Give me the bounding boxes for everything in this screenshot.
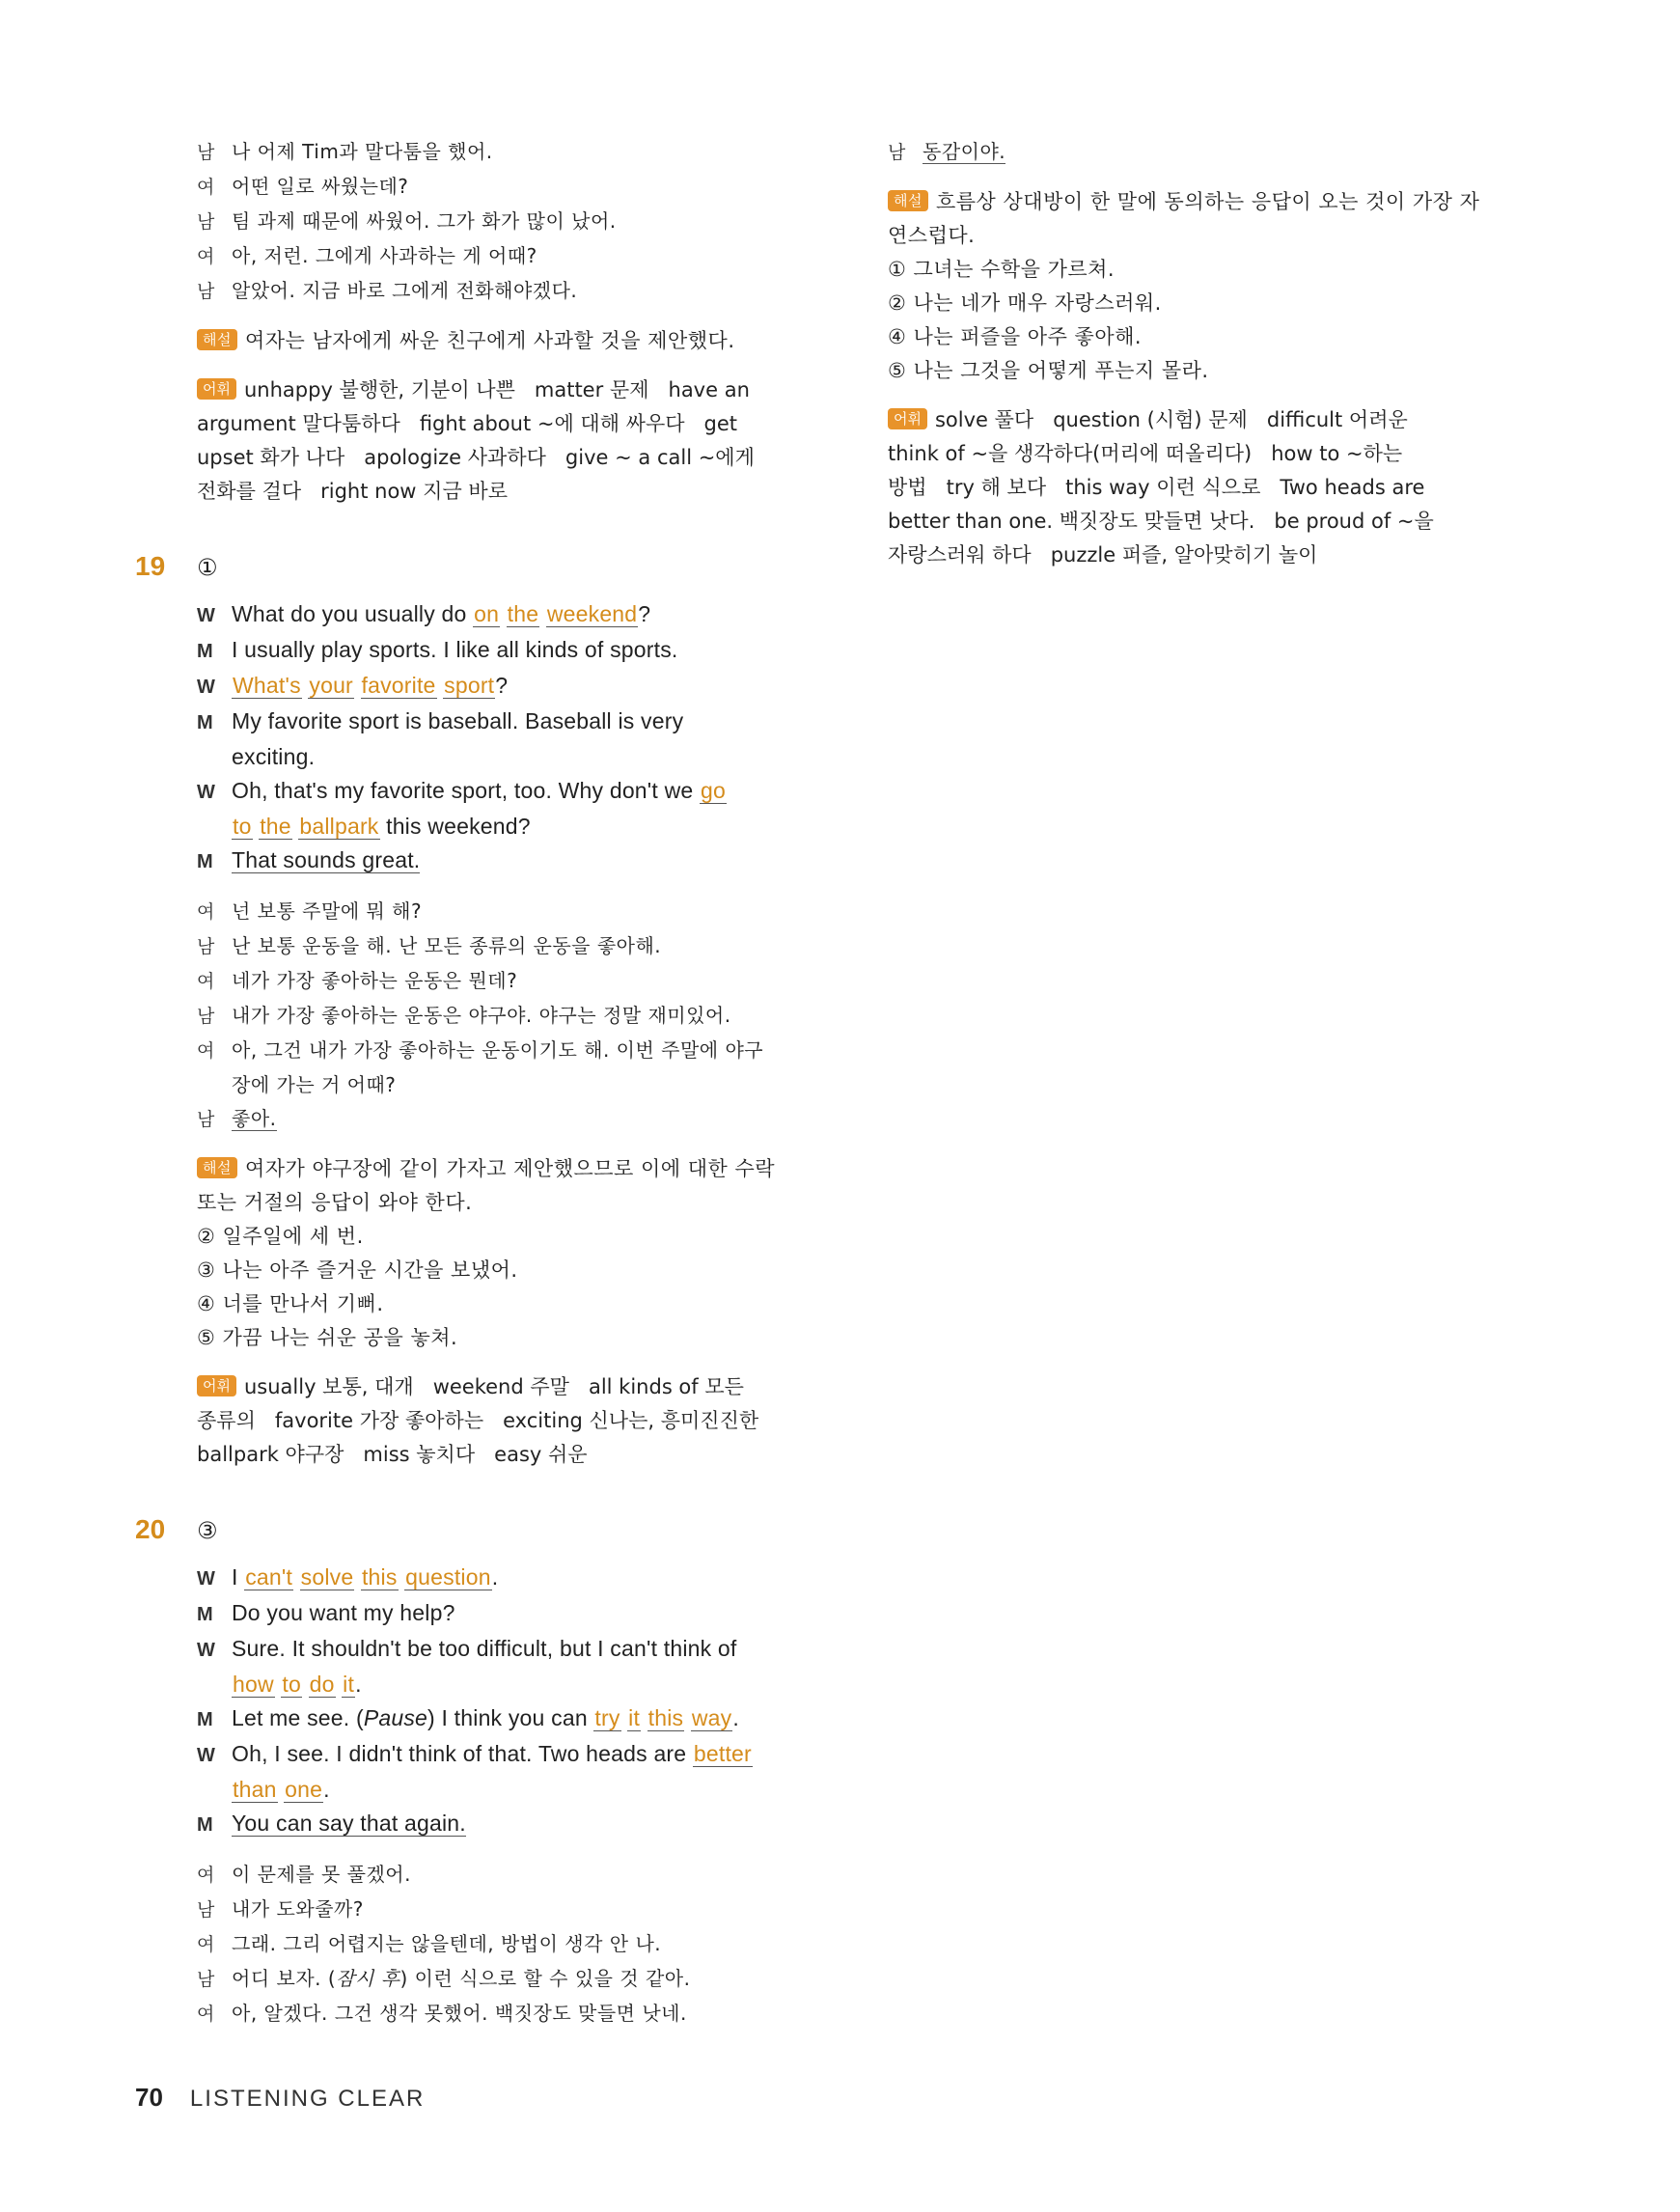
dialogue-line — [197, 1596, 776, 1632]
answer-blank: than — [233, 1777, 277, 1802]
answer-blank: better — [693, 1741, 752, 1766]
dialogue-line — [197, 1858, 776, 1893]
option-text: ⑤ 가끔 나는 쉬운 공을 놓쳐. — [197, 1326, 458, 1349]
option-text: ⑤ 나는 그것을 어떻게 푸는지 몰라. — [888, 359, 1209, 382]
explanation-line — [888, 185, 1480, 219]
text-segment: . — [355, 1672, 362, 1697]
explanation — [197, 324, 776, 358]
speaker-label: 남 — [197, 1899, 215, 1921]
explanation-text: 여자가 야구장에 같이 가자고 제안했으므로 이에 대한 수락 — [244, 1157, 776, 1180]
vocab-line — [888, 539, 1467, 572]
vocab-tag: 어휘 — [888, 408, 927, 429]
answer-line: 좋아. — [232, 1107, 277, 1130]
dialogue-text: 어떤 일로 싸웠는데? — [232, 175, 409, 198]
vocab-tag: 어휘 — [197, 1375, 236, 1396]
dialogue-text: 내가 가장 좋아하는 운동은 야구야. 야구는 정말 재미있어. — [232, 1004, 731, 1027]
explanation-line — [888, 219, 1467, 253]
dialogue-text: 아, 알겠다. 그건 생각 못했어. 백짓장도 맞들면 낫네. — [232, 2002, 687, 2025]
dialogue-line — [197, 669, 776, 705]
option-line — [197, 1220, 776, 1254]
answer-blank: can't — [245, 1564, 293, 1590]
right-column — [888, 135, 1480, 572]
english-dialogue — [197, 1561, 776, 1842]
answer-blank: how — [233, 1672, 274, 1697]
option-line — [888, 320, 1467, 354]
left-column — [135, 135, 776, 2032]
option-text: ① 그녀는 수학을 가르쳐. — [888, 258, 1115, 281]
vocabulary — [197, 1370, 776, 1472]
dialogue-text — [232, 1773, 776, 1807]
answer-blank: this — [647, 1705, 684, 1730]
explanation-line — [197, 1152, 776, 1186]
page-footer — [135, 2083, 425, 2113]
option-line — [197, 1321, 776, 1355]
dialogue-line — [197, 1997, 776, 2032]
option-text: ④ 나는 퍼즐을 아주 좋아해. — [888, 325, 1143, 348]
dialogue-text — [232, 843, 776, 877]
vocab-line — [197, 373, 776, 407]
speaker-label: 남 — [197, 211, 215, 233]
vocab-line — [888, 437, 1467, 471]
dialogue-line — [197, 274, 776, 309]
vocab-line — [197, 1404, 776, 1438]
korean-dialogue — [197, 1858, 776, 2032]
english-dialogue — [197, 597, 776, 879]
dialogue-line — [197, 1034, 776, 1068]
dialogue-text: 이 문제를 못 풀겠어. — [232, 1863, 411, 1886]
dialogue-line — [197, 170, 776, 205]
vocab-text: 종류의 favorite 가장 좋아하는 exciting 신나는, 흥미진진한 — [197, 1409, 759, 1432]
answer-blank: this — [361, 1564, 398, 1590]
vocab-line — [197, 1438, 776, 1472]
vocab-line — [197, 441, 776, 475]
question-19-header — [135, 551, 776, 582]
speaker-label: 남 — [197, 281, 215, 302]
dialogue-text: 내가 도와줄까? — [232, 1897, 364, 1921]
book-title: LISTENING CLEAR — [189, 2086, 426, 2112]
dialogue-text: 그래. 그리 어렵지는 않을텐데, 방법이 생각 안 나. — [232, 1932, 662, 1955]
explanation-tag: 해설 — [197, 329, 237, 350]
dialogue-line — [197, 774, 776, 810]
dialogue-line — [197, 1893, 776, 1927]
dialogue-text — [232, 1701, 776, 1735]
dialogue-line — [197, 740, 776, 774]
speaker-label: W — [197, 1640, 216, 1661]
explanation-tag: 해설 — [888, 190, 928, 211]
question-number: 20 — [135, 1514, 166, 1544]
answer-blank: one — [285, 1777, 323, 1802]
text-segment: ) I think you can — [427, 1705, 594, 1730]
dialogue-text — [232, 1561, 776, 1594]
speaker-label: M — [197, 1709, 213, 1730]
dialogue-text: 장에 가는 거 어때? — [232, 1073, 397, 1096]
text-segment: ) 이런 식으로 할 수 있을 것 같아. — [399, 1967, 691, 1990]
answer-blank: sport — [444, 673, 495, 698]
dialogue-line — [197, 633, 776, 669]
option-line — [197, 1287, 776, 1321]
dialogue-text: 네가 가장 좋아하는 운동은 뭔데? — [232, 969, 518, 992]
dialogue-line — [197, 205, 776, 239]
speaker-label: W — [197, 1568, 216, 1590]
vocab-text: 방법 try 해 보다 this way 이런 식으로 Two heads are — [888, 476, 1425, 499]
speaker-label: 여 — [197, 2004, 215, 2025]
vocab-text: better than one. 백짓장도 맞들면 낫다. be proud of ~을 — [888, 510, 1434, 533]
dialogue-text: Do you want my help? — [232, 1600, 455, 1625]
speaker-label: 남 — [197, 142, 215, 163]
text-segment: I — [232, 1564, 245, 1590]
speaker-label: W — [197, 1745, 216, 1766]
answer-line: 동감이야. — [923, 140, 1006, 163]
vocab-line — [888, 505, 1467, 539]
speaker-label: 여 — [197, 246, 215, 267]
vocabulary — [888, 403, 1467, 572]
text-segment: . — [491, 1564, 499, 1590]
dialogue-text: 나 어제 Tim과 말다툼을 했어. — [232, 140, 493, 163]
answer-blank: question — [405, 1564, 491, 1590]
vocab-line — [197, 475, 776, 509]
option-text: ④ 너를 만나서 기뻐. — [197, 1292, 384, 1315]
dialogue-text — [232, 1102, 776, 1136]
dialogue-line — [197, 1102, 776, 1137]
text-segment: 어디 보자. ( — [232, 1967, 337, 1990]
explanation-line — [197, 1186, 776, 1220]
speaker-label: 남 — [197, 1006, 215, 1027]
answer-blank: favorite — [361, 673, 436, 698]
dialogue-text — [232, 774, 776, 808]
answer-blank: weekend — [546, 601, 638, 626]
dialogue-line — [197, 1807, 776, 1842]
dialogue-text — [232, 810, 776, 843]
explanation-tag: 해설 — [197, 1157, 237, 1178]
option-text: ③ 나는 아주 즐거운 시간을 보냈어. — [197, 1258, 518, 1282]
answer-line: That sounds great. — [232, 847, 421, 872]
answer-line: You can say that again. — [232, 1811, 466, 1836]
speaker-label: 여 — [197, 1865, 215, 1886]
dialogue-line — [197, 1561, 776, 1596]
answer-blank: What's — [233, 673, 301, 698]
text-segment: Let me see. ( — [232, 1705, 364, 1730]
korean-dialogue — [197, 895, 776, 1137]
dialogue-text — [232, 1737, 776, 1771]
answer-blank: your — [309, 673, 353, 698]
vocab-text: solve 풀다 question (시험) 문제 difficult 어려운 — [934, 408, 1408, 431]
dialogue-text — [232, 669, 776, 703]
speaker-label: 여 — [197, 971, 215, 992]
question-answer: ③ — [197, 1517, 218, 1544]
dialogue-line — [197, 1668, 776, 1701]
text-segment: ? — [495, 673, 509, 698]
speaker-label: M — [197, 1604, 213, 1625]
dialogue-line — [197, 1632, 776, 1668]
dialogue-line — [197, 597, 776, 633]
answer-blank: try — [594, 1705, 620, 1730]
speaker-label: 여 — [197, 1040, 215, 1062]
option-text: ② 나는 네가 매우 자랑스러워. — [888, 291, 1162, 315]
dialogue-line — [197, 1927, 776, 1962]
question-20-header — [135, 1514, 776, 1545]
speaker-label: W — [197, 677, 216, 698]
dialogue-line — [197, 843, 776, 879]
dialogue-text: Sure. It shouldn't be too difficult, but I can't think of — [232, 1636, 737, 1661]
text-segment: . — [323, 1777, 330, 1802]
vocab-line — [197, 407, 776, 441]
dialogue-line — [197, 239, 776, 274]
text-segment: 잠시 후 — [336, 1967, 400, 1990]
speaker-label: 남 — [197, 1109, 215, 1130]
explanation-text: 연스럽다. — [888, 224, 976, 247]
text-segment: ? — [638, 601, 651, 626]
dialogue-text — [232, 1668, 776, 1701]
explanation-text: 흐름상 상대방이 한 말에 동의하는 응답이 오는 것이 가장 자 — [935, 190, 1480, 213]
text-segment: . — [732, 1705, 739, 1730]
answer-blank: the — [260, 814, 291, 839]
dialogue-line — [197, 1773, 776, 1807]
vocab-tag: 어휘 — [197, 378, 236, 400]
dialogue-text: 아, 그건 내가 가장 좋아하는 운동이기도 해. 이번 주말에 야구 — [232, 1038, 764, 1062]
option-line — [888, 253, 1467, 287]
answer-blank: to — [282, 1672, 301, 1697]
answer-blank: it — [628, 1705, 641, 1730]
question-number: 19 — [135, 551, 166, 581]
dialogue-text — [232, 1807, 776, 1840]
dialogue-text: I usually play sports. I like all kinds of sports. — [232, 637, 678, 662]
text-segment: Oh, I see. I didn't think of that. Two heads are — [232, 1741, 693, 1766]
speaker-label: M — [197, 851, 213, 872]
page-number: 70 — [135, 2083, 163, 2112]
dialogue-line — [197, 1068, 776, 1102]
answer-blank: ballpark — [299, 814, 379, 839]
answer-blank: do — [309, 1672, 335, 1697]
explanation-text: 또는 거절의 응답이 와야 한다. — [197, 1191, 473, 1214]
vocab-line — [197, 1370, 776, 1404]
vocab-text: think of ~을 생각하다(머리에 떠올리다) how to ~하는 — [888, 442, 1403, 465]
dialogue-line — [197, 964, 776, 999]
vocab-text: unhappy 불행한, 기분이 나쁜 matter 문제 have an — [243, 378, 750, 401]
text-segment: Oh, that's my favorite sport, too. Why don't we — [232, 778, 700, 803]
dialogue-line — [197, 135, 776, 170]
dialogue-text: 난 보통 운동을 해. 난 모든 종류의 운동을 좋아해. — [232, 934, 662, 957]
speaker-label: 여 — [197, 1934, 215, 1955]
vocab-line — [888, 403, 1467, 437]
dialogue-text: exciting. — [232, 744, 316, 769]
speaker-label: 남 — [888, 142, 906, 163]
dialogue-text: 알았어. 지금 바로 그에게 전화해야겠다. — [232, 279, 578, 302]
speaker-label: 남 — [197, 1969, 215, 1990]
dialogue-text: My favorite sport is baseball. Baseball is very — [232, 708, 684, 733]
dialogue-line — [888, 135, 1467, 170]
dialogue-line — [197, 1701, 776, 1737]
speaker-label: M — [197, 712, 213, 733]
text-segment: What do you usually do — [232, 601, 474, 626]
answer-blank: solve — [300, 1564, 354, 1590]
text-segment: this weekend? — [379, 814, 531, 839]
answer-blank: to — [233, 814, 252, 839]
dialogue-line — [197, 999, 776, 1034]
question-answer: ① — [197, 554, 218, 581]
dialogue-text: 넌 보통 주말에 뭐 해? — [232, 899, 423, 923]
explanation-text: 여자는 남자에게 싸운 친구에게 사과할 것을 제안했다. — [244, 329, 735, 352]
option-line — [888, 354, 1467, 388]
dialogue-line — [197, 1962, 776, 1997]
vocab-text: upset 화가 나다 apologize 사과하다 give ~ a call ~에게 — [197, 446, 755, 469]
option-line — [197, 1254, 776, 1287]
vocab-text: usually 보통, 대개 weekend 주말 all kinds of 모든 — [243, 1375, 744, 1398]
dialogue-line — [197, 929, 776, 964]
answer-blank: on — [474, 601, 500, 626]
speaker-label: W — [197, 782, 216, 803]
speaker-label: 여 — [197, 177, 215, 198]
vocab-line — [888, 471, 1467, 505]
explanation — [888, 185, 1480, 388]
vocab-text: ballpark 야구장 miss 놓치다 easy 쉬운 — [197, 1443, 588, 1466]
option-line — [888, 287, 1467, 320]
speaker-label: M — [197, 641, 213, 662]
dialogue-text — [232, 1962, 776, 1996]
answer-blank: it — [343, 1672, 355, 1697]
speaker-label: 여 — [197, 901, 215, 923]
dialogue-text: 팀 과제 때문에 싸웠어. 그가 화가 많이 났어. — [232, 209, 617, 233]
answer-blank: go — [700, 778, 726, 803]
vocabulary — [197, 373, 776, 509]
speaker-label: W — [197, 605, 216, 626]
dialogue-line — [197, 1737, 776, 1773]
option-text: ② 일주일에 세 번. — [197, 1225, 364, 1248]
dialogue-text — [923, 135, 1467, 169]
speaker-label: M — [197, 1814, 213, 1836]
vocab-text: argument 말다툼하다 fight about ~에 대해 싸우다 get — [197, 412, 738, 435]
vocab-text: 전화를 걸다 right now 지금 바로 — [197, 480, 508, 503]
answer-blank: way — [691, 1705, 732, 1730]
text-segment: Pause — [363, 1705, 428, 1730]
explanation — [197, 1152, 776, 1355]
dialogue-line — [197, 810, 776, 843]
dialogue-text: 아, 저런. 그에게 사과하는 게 어때? — [232, 244, 537, 267]
answer-blank: the — [507, 601, 539, 626]
dialogue-text — [232, 597, 776, 631]
dialogue-line — [197, 705, 776, 740]
dialogue-line — [197, 895, 776, 929]
speaker-label: 남 — [197, 936, 215, 957]
vocab-text: 자랑스러워 하다 puzzle 퍼즐, 알아맞히기 놀이 — [888, 543, 1318, 567]
